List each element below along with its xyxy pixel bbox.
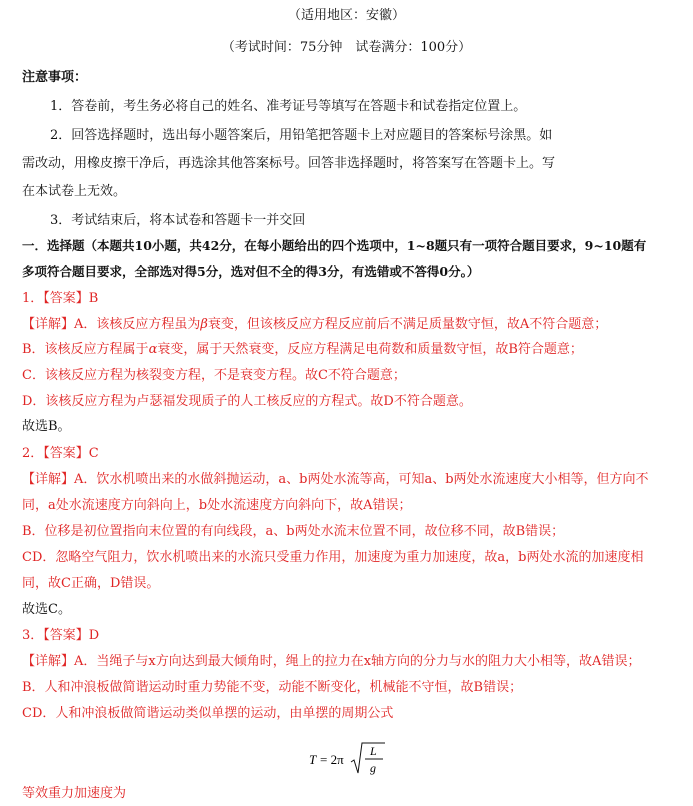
sqrt-sign — [351, 743, 385, 773]
q3-last-line: 等效重力加速度为 — [22, 786, 127, 801]
q1-detail-b-pre: B．该核反应方程属于 — [22, 342, 149, 357]
formula-g: g — [369, 761, 376, 775]
beta-symbol: β — [200, 317, 208, 332]
q2-detail-a: 【详解】A．饮水机喷出来的水做斜抛运动，a、b两处水流等高，可知a、b两处水流速度大小相等，但方向不 — [22, 472, 649, 487]
note-item-2-b: 需改动，用橡皮擦干净后，再选涂其他答案标号。回答非选择题时，将答案写在答题卡上。写 — [22, 156, 556, 171]
note-item-1: 1．答卷前，考生务必将自己的姓名、准考证号等填写在答题卡和试卷指定位置上。 — [50, 99, 527, 114]
formula-eq: = 2π — [319, 752, 344, 767]
q2-conclusion: 故选C。 — [22, 602, 71, 617]
q3-detail-c: CD．人和冲浪板做简谐运动类似单摆的运动，由单摆的周期公式 — [22, 706, 394, 721]
q2-detail-b: 同，a处水流速度方向斜向上，b处水流速度方向斜向下，故A错误； — [22, 498, 412, 513]
exam-info: （考试时间：75分钟 试卷满分：100分） — [221, 40, 472, 55]
period-formula — [0, 740, 693, 780]
period-formula-graphic — [307, 740, 387, 780]
q1-conclusion: 故选B。 — [22, 419, 71, 434]
q2-detail-d: CD．忽略空气阻力，饮水机喷出来的水流只受重力作用，加速度为重力加速度，故a，b两处水流的加速度相 — [22, 550, 644, 565]
q2-detail-c: B．位移是初位置指向末位置的有向线段，a、b两处水流末位置不同，故位移不同，故B错误； — [22, 524, 565, 539]
q3-detail-b: B．人和冲浪板做简谐运动时重力势能不变，动能不断变化，机械能不守恒，故B错误； — [22, 680, 523, 695]
q1-detail-a-pre: 【详解】A．该核反应方程虽为 — [22, 317, 201, 332]
q3-answer: 3．【答案】D — [22, 628, 100, 643]
section-title-b: 多项符合题目要求，全部选对得5分，选对但不全的得3分，有选错或不答得0分。） — [22, 264, 480, 279]
q2-answer: 2．【答案】C — [22, 446, 99, 461]
region-note: （适用地区：安徽） — [287, 8, 405, 23]
q1-detail-b — [22, 342, 583, 358]
note-item-3: 3．考试结束后，将本试卷和答题卡一并交回 — [50, 213, 306, 228]
q1-detail-b-post: 衰变，属于天然衰变，反应方程满足电荷数和质量数守恒，故B符合题意； — [157, 342, 583, 357]
q1-detail-a-post: 衰变，但该核反应方程反应前后不满足质量数守恒，故A不符合题意； — [207, 317, 608, 332]
q1-detail-a — [22, 317, 607, 333]
q2-detail-e: 同，故C正确，D错误。 — [22, 576, 160, 591]
q1-answer: 1．【答案】B — [22, 291, 99, 306]
q1-detail-d: D．该核反应方程为卢瑟福发现质子的人工核反应的方程式。故D不符合题意。 — [22, 394, 472, 409]
formula-L: L — [369, 744, 377, 758]
alpha-symbol: α — [148, 342, 158, 357]
q1-detail-c: C．该核反应方程为核裂变方程，不是衰变方程。故C不符合题意； — [22, 368, 406, 383]
formula-T: T — [308, 752, 316, 767]
note-item-2-a: 2．回答选择题时，选出每小题答案后，用铅笔把答题卡上对应题目的答案标号涂黑。如 — [50, 128, 553, 143]
section-title-a: 一．选择题（本题共10小题，共42分，在每小题给出的四个选项中，1~8题只有一项符合题目要求，9~10题有 — [22, 238, 647, 253]
notes-title: 注意事项： — [22, 70, 88, 85]
q3-detail-a: 【详解】A．当绳子与x方向达到最大倾角时，绳上的拉力在x轴方向的分力与水的阻力大小相等，故A错误； — [22, 654, 641, 669]
note-item-2-c: 在本试卷上无效。 — [22, 184, 127, 199]
